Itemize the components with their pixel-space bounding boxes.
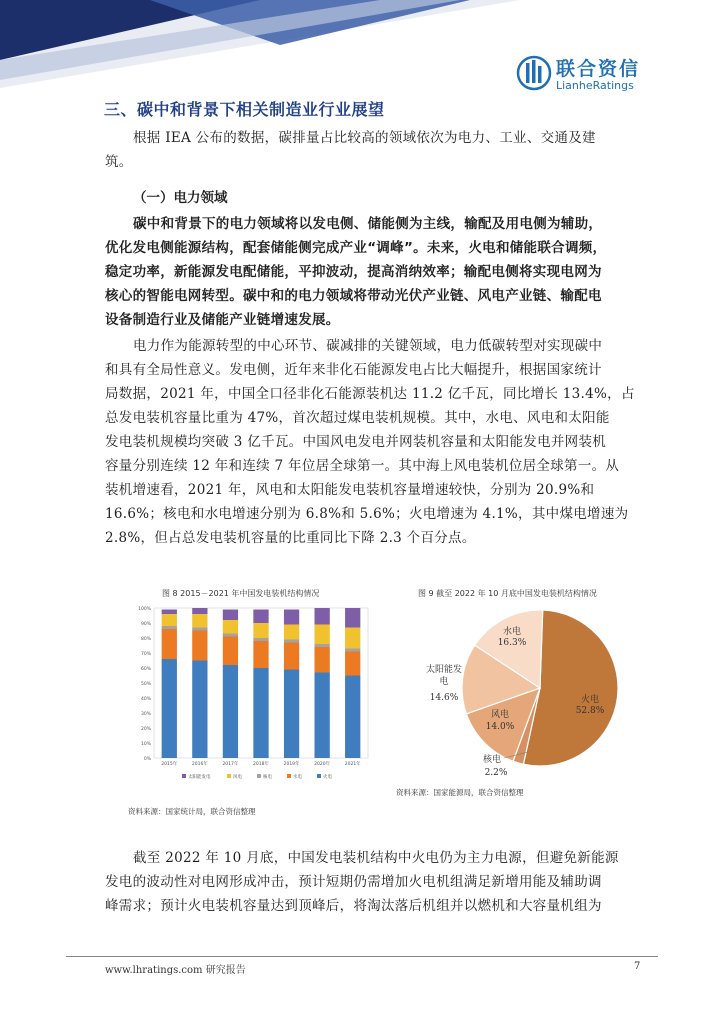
body-line: 电力作为能源转型的中心环节、碳减排的关键领域，电力低碳转型对实现碳中 [133, 338, 603, 354]
brand-name-cn: 联合资信 [556, 58, 641, 80]
bar-segment [192, 628, 207, 631]
closing-line: 截至 2022 年 10 月底，中国发电装机结构中火电仍为主力电源，但避免新能源 [133, 850, 619, 866]
brand-logo [516, 54, 666, 94]
pie-label: 2.2% [484, 768, 508, 778]
bar-segment [345, 649, 360, 652]
x-tick-label: 2019年 [283, 762, 300, 767]
bar-segment [253, 641, 268, 668]
closing-line: 峰需求；预计火电装机容量达到顶峰后，将淘汰落后机组并以燃机和大容量机组为 [105, 898, 602, 914]
key-point-line: 设备制造行业及储能产业链增速发展。 [105, 312, 340, 328]
figure-9-title: 图 9 截至 2022 年 10 月底中国发电装机结构情况 [418, 589, 597, 598]
key-point-line: 优化发电侧能源结构，配套储能侧完成产业“调峰”。未来，火电和储能联合调频， [105, 240, 607, 256]
bar-segment [223, 637, 238, 666]
figure-8-source: 资料来源：国家统计局，联合资信整理 [128, 807, 256, 816]
key-points [105, 212, 665, 332]
figure-8-title: 图 8 2015－2021 年中国发电装机结构情况 [162, 589, 320, 598]
y-tick-label: 30% [140, 712, 151, 717]
x-tick-label: 2017年 [222, 762, 239, 767]
intro-line-2: 筑。 [105, 154, 133, 170]
x-tick-label: 2016年 [191, 762, 208, 767]
x-tick-label: 2021年 [344, 762, 361, 767]
legend-label: 风电 [233, 775, 242, 780]
bar-segment [253, 623, 268, 638]
bar-segment [223, 665, 238, 758]
pie-chart [400, 600, 640, 785]
y-tick-label: 50% [140, 682, 151, 687]
bar-segment [284, 643, 299, 670]
legend-label: 核电 [263, 775, 272, 780]
bar-segment [315, 644, 330, 647]
y-tick-label: 100% [138, 607, 151, 612]
bar-segment [162, 626, 177, 629]
bar-segment [284, 625, 299, 640]
bar-segment [345, 652, 360, 676]
footer-site: www.lhratings.com 研究报告 [105, 965, 246, 976]
key-point-line: 核心的智能电网转型。碳中和的电力领域将带动光伏产业链、风电产业链、输配电 [105, 288, 602, 304]
legend-label: 水电 [293, 775, 302, 780]
y-tick-label: 60% [140, 667, 151, 672]
bar-segment [223, 620, 238, 634]
closing-line: 发电的波动性对电网形成冲击，预计短期仍需增加火电机组满足新增用能及辅助调 [105, 874, 602, 890]
bar-segment [284, 640, 299, 643]
y-tick-label: 80% [140, 637, 151, 642]
pie-label: 太阳能发 [425, 665, 463, 675]
stacked-bar-chart [130, 600, 380, 790]
pie-label: 14.0% [485, 722, 515, 732]
bar-segment [223, 634, 238, 637]
pie-label: 水电 [502, 627, 522, 637]
y-tick-label: 10% [140, 742, 151, 747]
page-number: 7 [634, 961, 641, 972]
bar-segment [192, 608, 207, 614]
pie-label: 52.8% [575, 706, 605, 716]
pie-label: 14.6% [429, 693, 459, 703]
bar-segment [315, 647, 330, 673]
logo-mark-icon [516, 54, 552, 92]
body-paragraph [105, 334, 665, 550]
bar-segment [315, 625, 330, 645]
bar-segment [162, 614, 177, 626]
legend-label: 太阳能发电 [188, 775, 211, 780]
body-line: 发电装机规模均突破 3 亿千瓦。中国风电发电并网装机容量和太阳能发电并网装机 [105, 434, 607, 450]
body-line: 16.6%；核电和水电增速分别为 6.8%和 5.6%；火电增速为 4.1%，其中煤电增速为 [105, 506, 629, 522]
body-line: 装机增速看，2021 年，风电和太阳能发电装机容量增速较快，分别为 20.9%和 [105, 482, 595, 498]
x-tick-label: 2018年 [253, 762, 269, 767]
bar-segment [192, 614, 207, 628]
pie-label: 火电 [580, 695, 600, 705]
bar-segment [253, 668, 268, 758]
brand-name-en: LianheRatings [556, 79, 634, 92]
sub-heading: （一）电力领域 [133, 190, 228, 206]
y-tick-label: 0% [143, 757, 151, 762]
y-tick-label: 20% [140, 727, 151, 732]
body-line: 2.8%，但占总发电装机容量的比重同比下降 2.3 个百分点。 [105, 530, 476, 546]
legend-swatch [317, 774, 321, 778]
legend-swatch [182, 774, 186, 778]
legend-swatch [257, 774, 261, 778]
legend-label: 火电 [323, 775, 332, 780]
bar-segment [284, 610, 299, 625]
bar-segment [192, 631, 207, 661]
bar-segment [162, 659, 177, 758]
intro-line-1: 根据 IEA 公布的数据，碳排量占比较高的领域依次为电力、工业、交通及建 [133, 130, 596, 146]
bar-segment [315, 673, 330, 759]
key-point-line: 稳定功率，新能源发电配储能，平抑波动，提高消纳效率；输配电侧将实现电网为 [105, 264, 602, 280]
body-line: 和具有全局性意义。发电侧，近年来非化石能源发电占比大幅提升，根据国家统计 [105, 362, 602, 378]
figure-9-source: 资料来源：国家能源局，联合资信整理 [396, 788, 524, 797]
legend-swatch [287, 774, 291, 778]
bar-segment [345, 608, 360, 628]
pie-label: 电 [439, 677, 449, 687]
bar-segment [345, 676, 360, 759]
y-tick-label: 40% [140, 697, 151, 702]
pie-label: 16.3% [497, 638, 527, 648]
key-point-line: 碳中和背景下的电力领域将以发电侧、储能侧为主线，输配及用电侧为辅助， [133, 216, 603, 232]
bar-segment [253, 610, 268, 624]
y-tick-label: 90% [140, 622, 151, 627]
bar-segment [192, 661, 207, 759]
body-line: 容量分别连续 12 年和连续 7 年位居全球第一。其中海上风电装机位居全球第一。从 [105, 458, 620, 474]
bar-segment [345, 628, 360, 649]
bar-segment [315, 608, 330, 625]
closing-paragraph [105, 846, 665, 918]
pie-label: 核电 [482, 755, 502, 765]
x-tick-label: 2020年 [314, 762, 331, 767]
section-heading: 三、碳中和背景下相关制造业行业展望 [104, 100, 385, 119]
legend-swatch [227, 774, 231, 778]
body-line: 总发电装机容量比重为 47%，首次超过煤电装机规模。其中，水电、风电和太阳能 [105, 410, 610, 426]
y-tick-label: 70% [140, 652, 151, 657]
pie-label: 风电 [490, 710, 510, 720]
body-line: 局数据，2021 年，中国全口径非化石能源装机达 11.2 亿千瓦，同比增长 13.4%，占 [105, 386, 635, 402]
bar-segment [223, 610, 238, 621]
bar-segment [162, 629, 177, 659]
footer-divider [66, 956, 658, 957]
bar-segment [253, 638, 268, 641]
x-tick-label: 2015年 [161, 762, 178, 767]
bar-segment [162, 610, 177, 615]
bar-segment [284, 670, 299, 759]
